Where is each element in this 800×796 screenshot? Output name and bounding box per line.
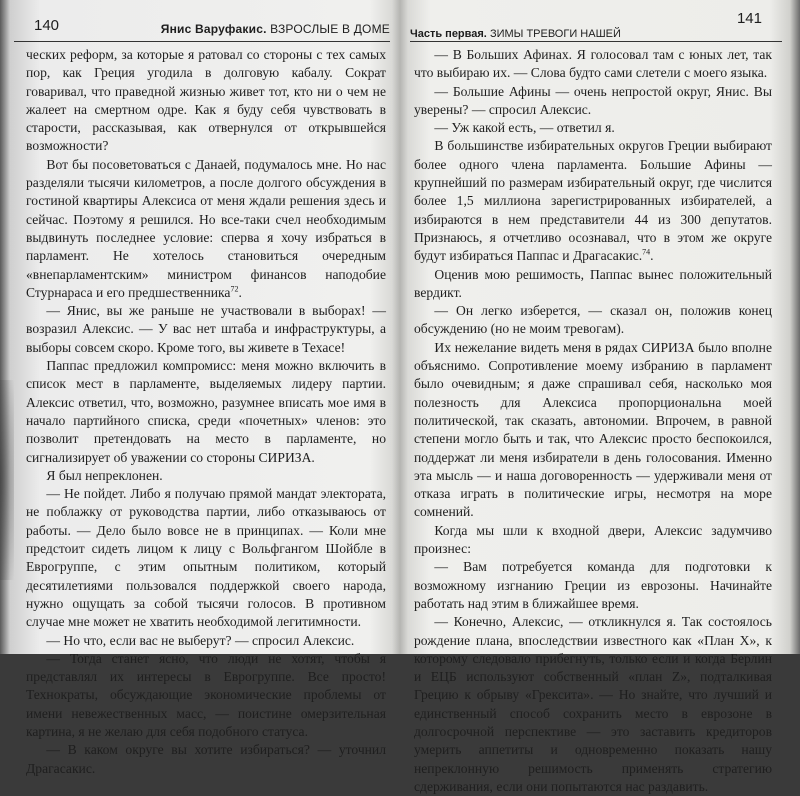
paragraph: В большинстве избирательных округов Греции выбирают более одного члена парламента. Большие Афины — крупнейший по размерам избирательный округ, где числится более 1,5 миллиона зарегистрированных избирателей, а избираются в нем представители 44 из 300 депутатов. Признаюсь, я отчетливо осознавал, что в этом же округе будут избираться Паппас и Драгасакис.$^{74}$. xyxy=(414,138,772,264)
author-name: Янис Варуфакис. xyxy=(160,22,267,36)
chapter-title: ЗИМЫ ТРЕВОГИ НАШЕЙ xyxy=(489,28,621,40)
paragraph: Вот бы посоветоваться с Данаей, подумалось мне. Но нас разделяли тысячи километров, а после долгого обсуждения в гостиной квартиры Алексиса от меня ждали решения здесь и сейчас. Поэтому я решился. Но все-таки счел необходимым выдвинуть последнее условие: сперва я хочу избраться в парламент. Не хотелось становиться очередным «внепарламентским» министром финансов наподобие Стурнараса и его предшественника$^{72}$. xyxy=(26,156,386,300)
paragraph: — В Больших Афинах. Я голосовал там с юных лет, так что выбираю их. — Слова будто сами слетели с моего языка. xyxy=(414,47,772,81)
paragraph: Когда мы шли к входной двери, Алексис задумчиво произнес: xyxy=(414,522,772,557)
page-number: 141 xyxy=(736,10,762,27)
paragraph: — Но что, если вас не выберут? — спросил Алексис. xyxy=(46,632,355,648)
paragraph: — Вам потребуется команда для подготовки к возможному изгнанию Греции из еврозоны. Начинайте работать над этим в ближайшее время. xyxy=(414,559,772,611)
paragraph: Паппас предложил компромисс: меня можно включить в список мест в парламенте, выделяемых лидеру партии. Алексис ответил, что, возможно, разумнее вписать мое имя в начало партийного списка, среди «почетных» членов: это позволит претендовать на место в парламенте, но сигнализирует об уважении со стороны СИРИЗА. xyxy=(26,358,386,465)
part-label: Часть первая. xyxy=(410,28,487,40)
paragraph: — Большие Афины — очень непростой округ, Янис. Вы уверены? — спросил Алексис. xyxy=(414,83,772,117)
running-title xyxy=(161,22,390,36)
paragraph: — Уж какой есть, — ответил я. xyxy=(434,120,615,136)
page-number: 140 xyxy=(34,17,60,34)
header-rule xyxy=(14,41,390,42)
footnote-ref: 72 xyxy=(230,284,239,294)
book-title: ВЗРОСЛЫЕ В ДОМЕ xyxy=(270,22,390,36)
right-page-body xyxy=(410,46,782,794)
right-page xyxy=(410,0,782,794)
left-page-body xyxy=(14,46,390,776)
paragraph: — Тогда станет ясно, что люди не хотят, чтобы я представлял их интересы в Еврогруппе. Все просто! Технократы, обсуждающие экономические проблемы от имени невежественных масс, — поистине омерзительная картина, я не желаю для себя подобного статуса. xyxy=(26,650,386,739)
paragraph: ческих реформ, за которые я ратовал со стороны с тех самых пор, как Греция угодила в долговую кабалу. Сократ говаривал, что праведной жизнью живет тот, кто ни о чем не жалеет на смертном одре. Как я буду себя чувствовать в старости, рассказывая, как отвернулся от открывшейся возможности? xyxy=(26,47,386,154)
footnote-ref: 74 xyxy=(642,247,651,257)
paragraph: — Янис, вы же раньше не участвовали в выборах! — возразил Алексис. — У вас нет штаба и инфраструктуры, а выборы совсем скоро. Кроме того, вы живете в Техасе! xyxy=(26,303,386,355)
running-title xyxy=(410,28,621,40)
paragraph: Я был непреклонен. xyxy=(46,467,163,483)
header-rule xyxy=(410,41,782,42)
right-page-header xyxy=(410,8,782,42)
left-page xyxy=(14,0,390,776)
thumb-shadow xyxy=(0,380,14,580)
paragraph: — Конечно, Алексис, — откликнулся я. Так состоялось рождение плана, впоследствии известного как «План X», к которому следовало прибегнуть, только если и когда Берлин и ЕЦБ используют собственный «план Z», подталкивая Грецию к обрыву «Грексита». — Но знайте, что лучший и единственный способ сохранить место в еврозоне в долгосрочной перспективе — это заставить кредиторов умерить аппетиты и одновременно показать нашу непреклонную решимость применять стратегию сдерживания, если они попытаются нас раздавить. xyxy=(414,614,772,794)
paragraph: — Он легко изберется, — сказал он, положив конец обсуждению (но не моим тревогам). xyxy=(414,303,772,337)
paragraph: Их нежелание видеть меня в рядах СИРИЗА было вполне объяснимо. Сопротивление моему избранию в парламент было очевидным; я даже спрашивал себя, насколько моя полезность для Алексиса пропорциональна моей политической, так сказать, автономии. Впрочем, в равной степени могло быть и так, что Алексис просто беспокоился, поддержат ли меня избиратели в день голосования. Именно эта мысль — и наша договоренность — удерживали меня от отказа играть в политические игры, несмотря на море сомнений. xyxy=(414,339,772,520)
left-page-header xyxy=(14,8,390,42)
paragraph: Оценив мою решимость, Паппас вынес положительный вердикт. xyxy=(414,266,772,300)
paragraph: — В каком округе вы хотите избираться? — уточнил Драгасакис. xyxy=(26,742,386,776)
paragraph: — Не пойдет. Либо я получаю прямой мандат электората, не поблажку от руководства партии, либо отказываюсь от работы. — Дело было вовсе не в принципах. — Коли мне предстоит сидеть лицом к лицу с Вольфгангом Шойбле в Еврогруппе, с этим опытным политиком, который десятилетиями пользовался поддержкой своего народа, нужно ощущать за собой тысячи голосов. В противном случае мне может не хватить необходимой легитимности. xyxy=(26,486,386,630)
